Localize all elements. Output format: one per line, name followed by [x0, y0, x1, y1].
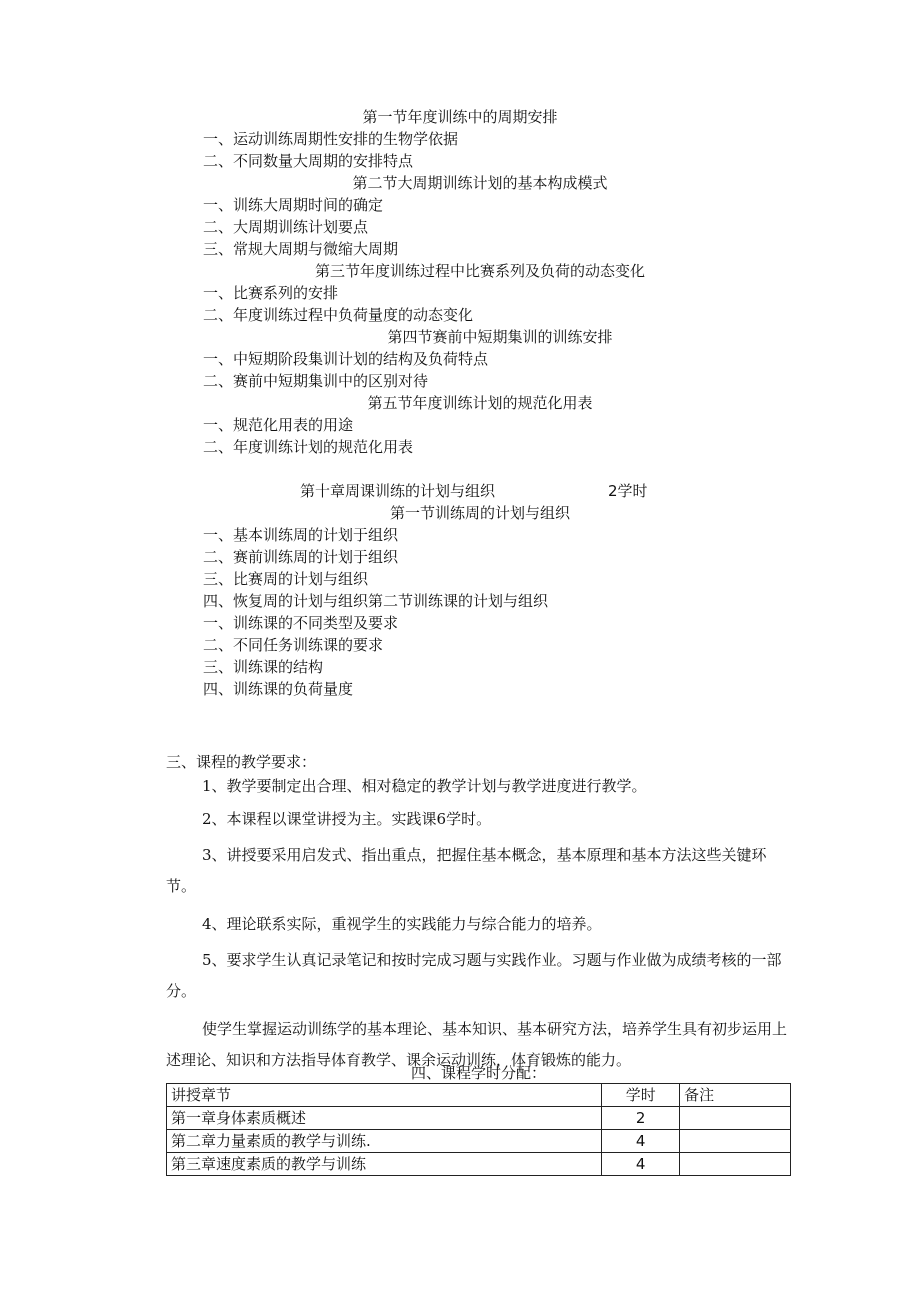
section-heading: 第一节训练周的计划与组织 [389, 504, 570, 522]
table-header-cell: 讲授章节 [167, 1084, 602, 1107]
requirements-item: 3、讲授要采用启发式、指出重点，把握住基本概念，基本原理和基本方法这些关键环节。 [166, 846, 767, 895]
section-heading: 第三节年度训练过程中比赛系列及负荷的动态变化 [314, 262, 645, 280]
outline-item: 一、规范化用表的用途 [203, 416, 354, 434]
table-cell: 第二章力量素质的教学与训练. [167, 1130, 602, 1153]
requirements-paragraph: 使学生掌握运动训练学的基本理论、基本知识、基本研究方法，培养学生具有初步运用上述理论、知识和方法指导体育教学、课余运动训练，体育锻炼的能力。 [166, 1020, 788, 1069]
requirements-item: 2、本课程以课堂讲授为主。实践课6学时。 [202, 810, 492, 828]
section-heading: 第五节年度训练计划的规范化用表 [367, 394, 593, 412]
requirements-heading: 三、课程的教学要求： [166, 753, 317, 771]
section-heading: 第二节大周期训练计划的基本构成模式 [352, 174, 608, 192]
outline-item: 三、常规大周期与微缩大周期 [203, 240, 399, 258]
chapter-hours: 2学时 [608, 482, 648, 500]
outline-item: 二、大周期训练计划要点 [203, 218, 369, 236]
requirements-item: 4、理论联系实际，重视学生的实践能力与综合能力的培养。 [202, 915, 602, 933]
table-header-row [167, 1084, 791, 1107]
section-heading: 第一节年度训练中的周期安排 [362, 108, 558, 126]
table-cell: 4 [602, 1130, 680, 1153]
table-cell [680, 1107, 791, 1130]
outline-item: 一、比赛系列的安排 [203, 284, 339, 302]
outline-item: 二、年度训练计划的规范化用表 [203, 438, 414, 456]
allocation-heading: 四、课程学时分配： [410, 1064, 546, 1082]
outline-item: 二、不同任务训练课的要求 [203, 636, 384, 654]
outline-item: 二、赛前中短期集训中的区别对待 [203, 372, 429, 390]
outline-item: 二、不同数量大周期的安排特点 [203, 152, 414, 170]
table-row [167, 1130, 791, 1153]
table-cell: 第三章速度素质的教学与训练 [167, 1153, 602, 1176]
table-row [167, 1153, 791, 1176]
outline-item: 三、训练课的结构 [203, 658, 324, 676]
outline-item: 四、训练课的负荷量度 [203, 680, 354, 698]
outline-item: 一、训练大周期时间的确定 [203, 196, 384, 214]
table-cell: 2 [602, 1107, 680, 1130]
table-cell: 第一章身体素质概述 [167, 1107, 602, 1130]
outline-item: 一、运动训练周期性安排的生物学依据 [203, 130, 459, 148]
section-heading: 第四节赛前中短期集训的训练安排 [387, 328, 613, 346]
outline-item: 一、基本训练周的计划于组织 [203, 526, 399, 544]
outline-item: 三、比赛周的计划与组织 [203, 570, 369, 588]
requirements-item: 1、教学要制定出合理、相对稳定的教学计划与教学进度进行教学。 [202, 777, 647, 795]
requirements-item: 5、要求学生认真记录笔记和按时完成习题与实践作业。习题与作业做为成绩考核的一部分。 [166, 951, 782, 1000]
allocation-table [166, 1083, 791, 1176]
outline-item: 二、赛前训练周的计划于组织 [203, 548, 399, 566]
table-header-cell: 学时 [602, 1084, 680, 1107]
outline-item: 二、年度训练过程中负荷量度的动态变化 [203, 306, 474, 324]
chapter-title: 第十章周课训练的计划与组织 [300, 482, 496, 500]
table-row [167, 1107, 791, 1130]
table-header-cell: 备注 [680, 1084, 791, 1107]
table-cell [680, 1130, 791, 1153]
table-cell: 4 [602, 1153, 680, 1176]
outline-item: 一、训练课的不同类型及要求 [203, 614, 399, 632]
outline-item: 一、中短期阶段集训计划的结构及负荷特点 [203, 350, 489, 368]
outline-item: 四、恢复周的计划与组织第二节训练课的计划与组织 [203, 592, 549, 610]
table-cell [680, 1153, 791, 1176]
